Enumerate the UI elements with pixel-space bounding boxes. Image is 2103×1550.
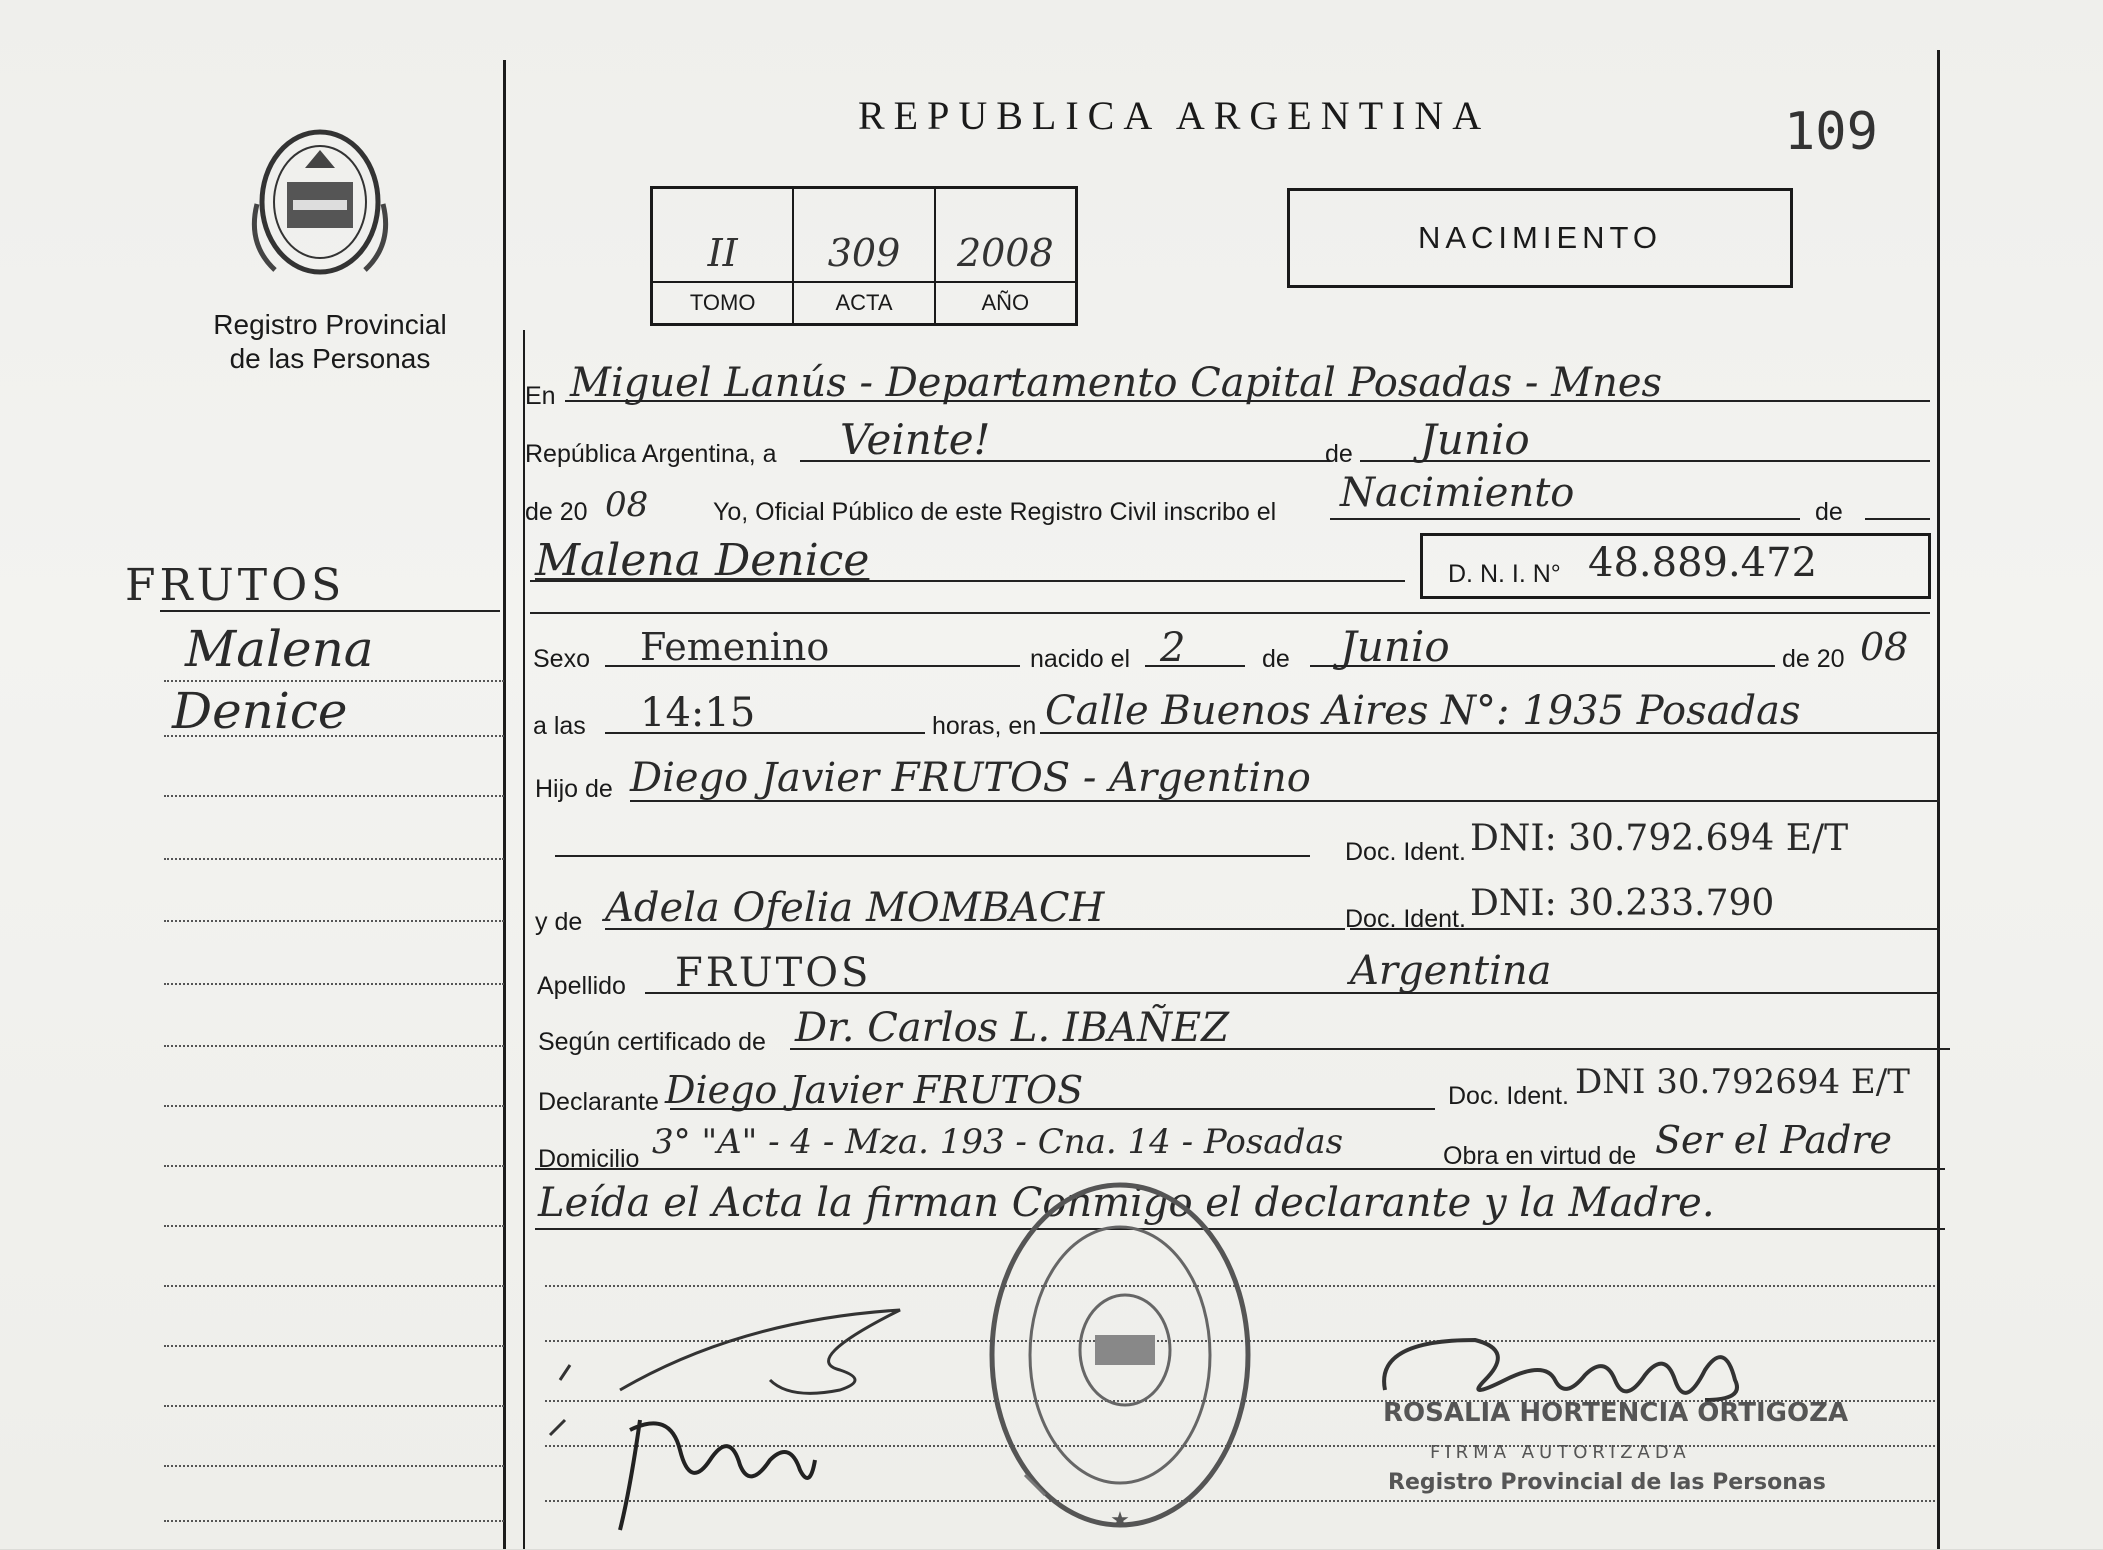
sexo-value: Femenino: [640, 625, 830, 669]
mother-rule: [605, 928, 1345, 930]
place-rule: [1040, 732, 1940, 734]
official-seal-stamp: [985, 1175, 1255, 1535]
dni-underline: [530, 612, 1930, 614]
place-value: Calle Buenos Aires N°: 1935 Posadas: [1045, 688, 1801, 734]
record-type-box: NACIMIENTO: [1287, 188, 1793, 288]
domicilio-label: Domicilio: [538, 1145, 640, 1173]
domicilio-rule: [535, 1168, 1945, 1170]
act-rule: [1330, 518, 1800, 520]
en-value: Miguel Lanús - Departamento Capital Posadas - Mnes: [570, 360, 1663, 406]
act-value: Nacimiento: [1340, 470, 1575, 516]
margin-given-name-1: Malena: [185, 620, 374, 678]
nacido-label: nacido el: [1030, 645, 1131, 673]
anio-cell: [936, 189, 1075, 323]
country-heading: REPUBLICA ARGENTINA: [858, 93, 1491, 138]
sexo-label: Sexo: [533, 645, 590, 673]
svg-text:★: ★: [1110, 1508, 1130, 1533]
birth-month-value: Junio: [1340, 622, 1450, 671]
child-name-value: Malena Denice: [535, 535, 870, 586]
declarante-label: Declarante: [538, 1088, 659, 1116]
margin-line: [164, 983, 504, 985]
doc2-rule: [1350, 928, 1940, 930]
margin-given-name-2: Denice: [172, 682, 348, 740]
segun-rule: [790, 1048, 1950, 1050]
margin-line: [164, 1520, 504, 1522]
provincial-seal-logo: [245, 124, 395, 284]
registry-box: [650, 186, 1078, 326]
anio-value: 2008: [956, 231, 1054, 275]
margin-line: [164, 858, 504, 860]
father-rule: [630, 800, 1940, 802]
apellido-rule: [645, 992, 1940, 994]
margin-line: [164, 1405, 504, 1407]
year-value: 08: [605, 485, 649, 525]
doc1-label: Doc. Ident.: [1345, 838, 1466, 866]
folio-number: 109: [1784, 102, 1878, 162]
en-label: En: [525, 382, 556, 410]
domicilio-value: 3° "A" - 4 - Mza. 193 - Cna. 14 - Posadas: [652, 1122, 1344, 1162]
doc1-leading-rule: [555, 855, 1310, 857]
de-label-1: de: [1325, 440, 1353, 468]
margin-line: [164, 920, 504, 922]
dni-label: D. N. I. N°: [1448, 560, 1561, 588]
issuer-line2: de las Personas: [229, 343, 431, 374]
margin-rule-1: [160, 610, 500, 612]
official-name: ROSALIA HORTENCIA ORTIGOZA: [1383, 1398, 1849, 1428]
doc1-value: DNI: 30.792.694 E/T: [1470, 818, 1849, 859]
segun-value: Dr. Carlos L. IBAÑEZ: [795, 1005, 1229, 1051]
tomo-value: II: [707, 231, 738, 275]
doc3-label: Doc. Ident.: [1448, 1082, 1569, 1110]
margin-surname: FRUTOS: [125, 560, 346, 611]
en-rule: [565, 400, 1930, 402]
horas-label: horas, en: [932, 712, 1037, 740]
official-role: FIRMA AUTORIZADA: [1430, 1442, 1691, 1463]
sexo-rule: [605, 665, 1020, 667]
margin-line: [164, 1165, 504, 1167]
margin-line: [164, 1225, 504, 1227]
yde-label: y de: [535, 908, 583, 936]
declarant-signature: [540, 1290, 940, 1550]
acta-value: 309: [827, 231, 901, 275]
month-rule: [1360, 460, 1930, 462]
alas-label: a las: [533, 712, 586, 740]
yo-label: Yo, Oficial Público de este Registro Civil inscribo el: [713, 498, 1277, 526]
hour-value: 14:15: [640, 690, 756, 736]
doc3-value: DNI 30.792694 E/T: [1575, 1062, 1910, 1102]
nationality-value: Argentina: [1350, 948, 1552, 994]
obra-label: Obra en virtud de: [1443, 1142, 1637, 1170]
day-value: Veinte!: [840, 415, 991, 464]
margin-line: [164, 1105, 504, 1107]
segun-label: Según certificado de: [538, 1028, 766, 1056]
anio-label: AÑO: [936, 281, 1075, 323]
margin-rule-3: [164, 735, 504, 737]
margin-line: [164, 1285, 504, 1287]
de-label-3: de: [1262, 645, 1290, 673]
reading-note: Leída el Acta la firman Conmigo el declarante y la Madre.: [538, 1180, 1715, 1226]
margin-line: [164, 1045, 504, 1047]
birth-day-rule: [1145, 665, 1245, 667]
birth-day-value: 2: [1160, 625, 1186, 671]
birth-year-prefix: de 20: [1782, 645, 1845, 673]
obra-value: Ser el Padre: [1655, 1118, 1892, 1162]
doc2-label: Doc. Ident.: [1345, 905, 1466, 933]
hour-rule: [605, 732, 925, 734]
birth-year-value: 08: [1860, 625, 1909, 669]
father-value: Diego Javier FRUTOS - Argentino: [630, 755, 1311, 801]
republica-label: República Argentina, a: [525, 440, 777, 468]
birth-month-rule: [1310, 665, 1775, 667]
year-prefix-label: de 20: [525, 498, 588, 526]
de-label-2: de: [1815, 498, 1843, 526]
apellido-label: Apellido: [537, 972, 626, 1000]
issuer-name: [180, 308, 480, 376]
declarante-rule: [670, 1108, 1435, 1110]
acta-label: ACTA: [794, 281, 933, 323]
margin-line: [164, 795, 504, 797]
dni-value: 48.889.472: [1588, 540, 1818, 586]
hijo-label: Hijo de: [535, 775, 613, 803]
left-margin-line: [503, 60, 506, 1549]
apellido-value: FRUTOS: [675, 950, 872, 996]
day-rule: [800, 460, 1330, 462]
tomo-cell: [653, 189, 794, 323]
name-rule: [530, 580, 1405, 582]
margin-line: [164, 1465, 504, 1467]
doc2-value: DNI: 30.233.790: [1470, 883, 1775, 924]
month-value: Junio: [1420, 415, 1530, 464]
acta-cell: [794, 189, 935, 323]
mother-value: Adela Ofelia MOMBACH: [605, 885, 1105, 931]
declarante-value: Diego Javier FRUTOS: [665, 1068, 1084, 1112]
tomo-label: TOMO: [653, 281, 792, 323]
official-office: Registro Provincial de las Personas: [1388, 1470, 1826, 1495]
issuer-line1: Registro Provincial: [213, 309, 447, 340]
de2-rule: [1865, 518, 1930, 520]
margin-line: [164, 1345, 504, 1347]
